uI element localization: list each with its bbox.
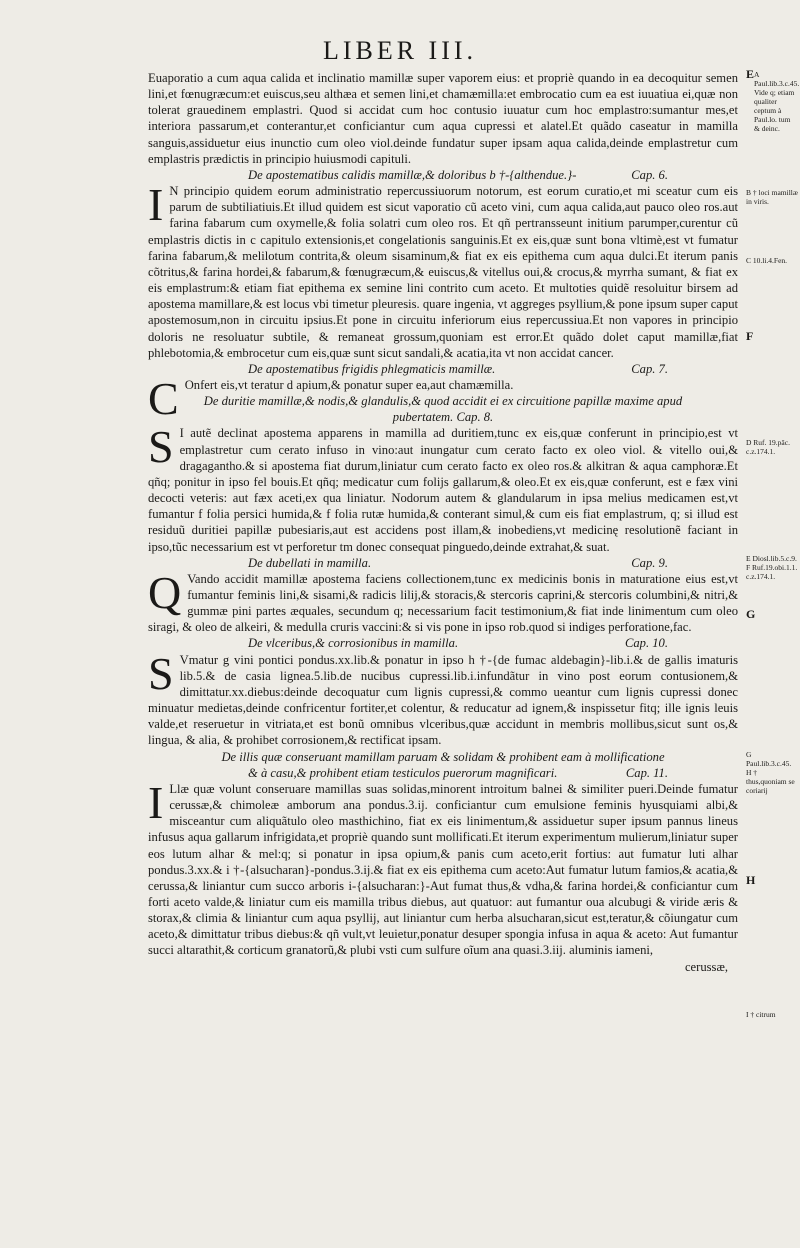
dropcap-8: S [148, 421, 174, 473]
catchword: cerussæ, [684, 959, 728, 974]
chapter-11-number: Cap. 11. [625, 765, 668, 780]
intro-paragraph: Euaporatio a cum aqua calida et inclinatio mamillæ super vaporem eius: et propriè quando in ea decoquitur semen lini,et fœnugræcum:et euiscus,seu althæa et semen lini,et chamæmilla:et embrocatio cum ea est iuuatiua ei,quæ non tolerat grauedinem emplastri. Quod si accidat cum hoc contusio iuuatur cum hoc emplastro:sumantur mes,et interiora passarum,et conterantur,et conficiantur cum aqua cupressi et alatel.Et quãdo caseatur in mamilla sanguis,assiduetur eius inunctio cum oleo viol.deinde fundatur super ipsam aqua calida,deinde emplastretur cum emplastris prædictis in principio huiusmodi capituli. [148, 71, 738, 166]
chapter-7-text: Onfert eis,vt teratur d apium,& ponatur super ea,aut chamæmilla. [184, 377, 514, 392]
chapter-9-text: Vando accidit mamillæ apostema faciens collectionem,tunc ex medicinis bonis in maturatione eius est,vt fumantur feminis lini,& sisami,& radicis lilij,& storacis,& stercoris caprini,& stercoris columbini,& nitri,& gummæ pini partes æquales, secundum q; necessarium facit testimonium,& fiat inde linimentum cum oleo siragi, & oleo de alkeiri, & medulla cruris vaccini:& si vis pone in ipso rob.quod si indiges perforatione,fac. [148, 571, 738, 635]
chapter-heading-9 [148, 555, 738, 571]
margin-note-d: D Ruf. 19.pãc. c.z.174.1. [746, 438, 790, 456]
margin-note-a: A Paul.lib.3.c.45. Vide q; etiam qualiter ceptum à Paul.lo. tum & deinc. [754, 70, 800, 133]
chapter-11-paragraph [148, 776, 738, 959]
dropcap-9: Q [148, 566, 182, 618]
chapter-8-text: I autẽ declinat apostema apparens in mamilla ad duritiem,tunc ex eis,quæ conferunt in principio,est vt emplastretur cum cerato infuso in vino:aut inungatur cum cerato facto ex oleo viol. & vitello oui,& dragagantho.& si apostema fiat durum,liniatur cum cerato facto ex oleo ros.& alkitran & aqua camphoræ.Et qñq; ponitur in ipso fel bouis.Et qñq; medicatur cum folijs gallarum,& oleo.Et ex eis,quæ conferunt, est e fæx vini decocti veteris: aut fæx aceti,ex qua liniatur. Nodorum autem & glandularum in ipsa melius medicamen est,vt fumantur f folia persici humida,& f folia rutæ humida,& conterant simul,& cum eis fiat emplastrum, q; si illud est residuũ duritiei papillæ pubesiaris,aut est accidens post illam,& inobediens,vt medicinę resolutionẽ faciant in ipso,tũc necessarium est vt perforetur tm donec consequat pinguedo,deinde extrahat,& suat. [148, 426, 738, 554]
chapter-heading-8 [148, 393, 738, 425]
margin-key-f: F [746, 329, 754, 343]
chapter-6-number: Cap. 6. [631, 167, 668, 182]
chapter-10-paragraph [148, 647, 738, 749]
margin-key-e: E [746, 67, 755, 81]
chapter-heading-6 [148, 167, 738, 183]
chapter-11-title-a: De illis quæ conseruant mamillam paruam & solidam & prohibent eam à mollificatione [221, 749, 665, 764]
dropcap-10: S [148, 647, 174, 699]
chapter-10-title: De vlceribus,& corrosionibus in mamilla. [248, 636, 459, 651]
chapter-heading-11 [148, 749, 738, 765]
chapter-7-number: Cap. 7. [631, 361, 668, 376]
chapter-10-text: Vmatur g vini pontici pondus.xx.lib.& ponatur in ipso h †-{de fumac aldebagin}-lib.i.& de gallis imaturis lib.5.& de casia lignea.5.lib.de nucibus cupressi.lib.i.infundãtur in vino post eorum contusionem,& dimittatur.xx.diebus:deinde decoquatur cum lignis cupressi,& commo ueantur cum lignis cupressi donec minuatur medietas,deinde confricentur fortiter,et colentur, & reducatur ad ignem,& inspissetur fitq; ille ignis leuis valde,et reseruetur in vitriata,et est bonũ omnibus vlceribus,quæ accidunt in membris mollibus,sicut sunt os,& lingua, & alia, & prohibet corrosionem,& rectificat ipsam. [148, 652, 738, 748]
margin-note-e: E Diosl.lib.5.c.9. F Ruf.19.obi.1.1. c.z.174.1. [746, 554, 798, 581]
chapter-9-title: De dubellati in mamilla. [248, 555, 372, 570]
chapter-9-number: Cap. 9. [631, 555, 668, 570]
margin-key-h: H [746, 873, 756, 887]
margin-note-g: G Paul.lib.3.c.45. H † thus,quoniam se coriarij [746, 750, 795, 795]
chapter-6-text: N principio quidem eorum administratio repercussiuorum notorum, est eorum curatio,et mi sceatur cum eis parum de subtiliatiuis.Et illud quidem est sicut vaporatio cũ aceto vini, cum aqua calida,aut pauco oleo ros.aut farina fabarum cum oxymelle,& folia solatri cum oleo ros. Et qñ pertransseunt initium parumper,curentur cũ emplastris dictis in c capitulo extensionis,et congelationis sanguinis.Et ex eis,quæ sunt bona vltimè,est vt fumatur farina fabarum,& melilotum contrita,& oleum sisaminum,& fiat ex eis epithema cum aqua dulci.Et iterum panis cõtritus,& farina hordei,& fabarum,& fœnugræcum,& euiscus,& vitellus oui,& crocus,& myrrha sumant, & fiat ex eis emplastrum:& etiam fiat epithema ex semine lini contrito cum aceto. Et multoties quidẽ resoluitur birsem ad apostema mamillare,& est locus vbi timetur pleuresis. quare ingenia, vt aggreges psyllium,& pone ipsum super caput apostemosum,non in circuitu ipsius.Et pone in circuitu inferiorum eius repercussiua.Et non vapores in principio doloris ne resoluatur subtile, & remaneat grossum,quoniam est error.Et quãdo dolet caput mamillæ,fiat phlebotomia,& embrocetur cum eis,quæ sunt sicut sandali,& acatia,ita vt non accidat cancer. [148, 184, 738, 360]
chapter-heading-7 [148, 361, 738, 377]
chapter-8-paragraph [148, 421, 738, 554]
margin-note-i: I † citrum [746, 1010, 776, 1019]
margin-key-g: G [746, 607, 756, 621]
chapter-heading-11-line2 [148, 765, 738, 781]
dropcap-7: C [148, 372, 179, 424]
chapter-6-paragraph [148, 179, 738, 361]
dropcap-6: I [148, 179, 164, 231]
chapter-11-text: Llæ quæ volunt conseruare mamillas suas solidas,minorent introitum balnei & similiter pueri.Deinde fumatur cerussæ,& chimoleæ amborum ana pondus.3.ij. conficiantur cum emulsione feminis hyusquiami albi,& misceantur cum aliquãtulo oleo masthichino, fiat ex eis linimentum,& assiduetur super ipsum pannus lineus infusus aqua gallarum infrigidata,et propriè quando sunt mollificati.Et iterum experimentum mulierum,liniatur super eos lutum alhar & mel:q; si ponatur in ipsa opium,& panis cum aceto,erit fortius: aut fumatur luti alhar pondus.3.xx.& i †-{alsucharan}-pondus.3.ij.& fiat ex eis epithema cum aceto:Aut fumatur lutum famios,& acatia,& cerussa,& liniantur cum succo arboris i-{alsucharan:}-Aut fumat thus,& vdha,& farina hordei,& conficiantur cum forti aceto valde,& liniatur cum eis mamilla tribus diebus, aut quatuor: aut fumantur oua alcubugi & viride æris & storax,& climia & liniantur cum aqua psyllij, aut liniantur cum herba alsucharan,sicut est,teratur,& cõiungatur cum aceto,& dimittatur tribus diebus:& qñ vult,vt leuietur,ponatur desuper spongia infusa in aqua & aceto: Aut fumantur succi altarathit,& corticum granatorũ,& plubi vsti cum sulfure oĩum ana quasi.3.iij. aluminis iameni, [148, 781, 738, 958]
chapter-6-title: De apostematibus calidis mamillæ,& doloribus b †-{althendue.}- [248, 167, 577, 182]
margin-note-b: B † loci mamillæ in viris. [746, 188, 798, 206]
chapter-9-paragraph [148, 566, 738, 636]
chapter-8-title: De duritie mamillæ,& nodis,& glandulis,& quod accidit ei ex circuitione papillæ maxime apud pubertatem. [203, 394, 683, 425]
chapter-11-title-b: & à casu,& prohibent etiam testiculos puerorum magnificari. [248, 765, 558, 780]
chapter-heading-10 [148, 635, 738, 651]
dropcap-11: I [148, 776, 164, 828]
chapter-8-number: Cap. 8. [456, 410, 494, 425]
chapter-7-title: De apostematibus frigidis phlegmaticis mamillæ. [248, 361, 496, 376]
chapter-10-number: Cap. 10. [624, 636, 668, 651]
main-text [148, 70, 738, 975]
margin-note-c: C 10.li.4.Fen. [746, 256, 788, 265]
page-title: LIBER III. [322, 36, 478, 65]
